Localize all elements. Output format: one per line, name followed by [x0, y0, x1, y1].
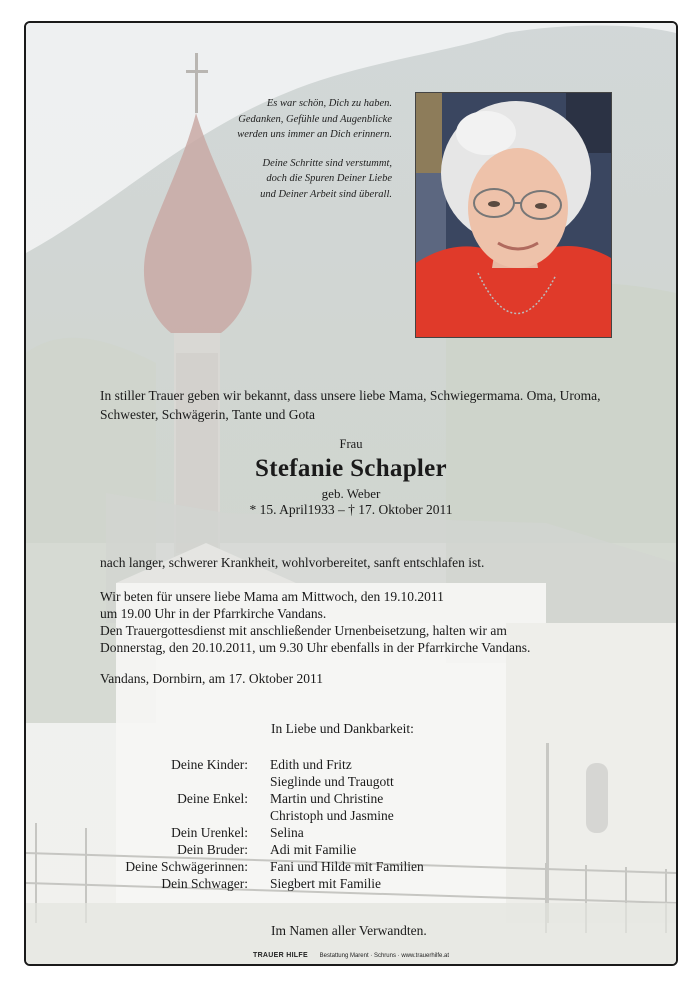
mourner-row: [26, 841, 676, 858]
death-statement: nach langer, schwerer Krankheit, wohlvorbereitet, sanft entschlafen ist.: [100, 555, 485, 570]
footer-brand: TRAUER HILFE: [253, 952, 308, 959]
prayer-service-info: [100, 588, 640, 656]
prayer-line: Wir beten für unsere liebe Mama am Mittwoch, den 19.10.2011: [100, 589, 444, 604]
poem-line: Es war schön, Dich zu haben.: [266, 98, 392, 109]
mourner-names: Fani und Hilde mit Familien: [270, 859, 424, 874]
footer: [26, 952, 676, 959]
memorial-poem: [152, 96, 392, 215]
mourner-row: [26, 824, 676, 841]
place-and-date: Vandans, Dornbirn, am 17. Oktober 2011: [100, 671, 323, 686]
mourner-relation: Dein Schwager:: [161, 876, 248, 891]
prayer-line: um 19.00 Uhr in der Pfarrkirche Vandans.: [100, 606, 327, 621]
prayer-line: Den Trauergottesdienst mit anschließender Urnenbeisetzung, halten wir am: [100, 623, 507, 638]
mourner-row: [26, 756, 676, 773]
mourner-row: [26, 858, 676, 875]
thanks-heading: In Liebe und Dankbarkeit:: [271, 721, 414, 736]
closing-line: Im Namen aller Verwandten.: [271, 923, 427, 938]
mourner-names: Siegbert mit Familie: [270, 876, 381, 891]
deceased-name: Stefanie Schapler: [255, 455, 447, 482]
poem-line: und Deiner Arbeit sind überall.: [260, 188, 392, 200]
mourner-names: Edith und Fritz: [270, 757, 352, 772]
poem-line: Deine Schritte sind verstummt,: [262, 157, 392, 169]
mourner-relation: Deine Schwägerinnen:: [125, 859, 248, 874]
poem-line: werden uns immer an Dich erinnern.: [237, 129, 392, 140]
mourner-relation: Deine Enkel:: [177, 791, 248, 806]
poem-stanza: [152, 96, 392, 143]
honorific: Frau: [339, 437, 363, 451]
mourner-names: Adi mit Familie: [270, 842, 357, 857]
mourner-names: Sieglinde und Traugott: [270, 774, 394, 789]
mourner-row: [26, 773, 676, 790]
mourner-names: Martin und Christine: [270, 791, 384, 806]
mourner-relation: Deine Kinder:: [171, 757, 248, 772]
mourner-row: [26, 807, 676, 824]
mourner-names: Selina: [270, 825, 304, 840]
life-dates: * 15. April1933 – † 17. Oktober 2011: [249, 502, 453, 517]
poem-line: Gedanken, Gefühle und Augenblicke: [238, 113, 392, 125]
footer-text: Bestattung Marent · Schruns · www.trauerhilfe.at: [319, 953, 449, 959]
mourner-relation: Dein Bruder:: [177, 842, 248, 857]
mourner-row: [26, 790, 676, 807]
prayer-line: Donnerstag, den 20.10.2011, um 9.30 Uhr ebenfalls in der Pfarrkirche Vandans.: [100, 640, 531, 655]
mourner-row: [26, 875, 676, 892]
announcement-intro: In stiller Trauer geben wir bekannt, dass unsere liebe Mama, Schwiegermama. Oma, Uroma, Schwester, Schwägerin, Tante und Gota: [100, 388, 601, 422]
mourners-list: [26, 756, 676, 892]
poem-line: doch die Spuren Deiner Liebe: [266, 173, 392, 184]
poem-stanza: [152, 156, 392, 203]
obituary-card: [24, 21, 678, 966]
mourner-relation: Dein Urenkel:: [171, 825, 248, 840]
maiden-name: geb. Weber: [321, 486, 381, 501]
mourner-names: Christoph und Jasmine: [270, 808, 394, 823]
portrait-photo: [415, 92, 612, 338]
